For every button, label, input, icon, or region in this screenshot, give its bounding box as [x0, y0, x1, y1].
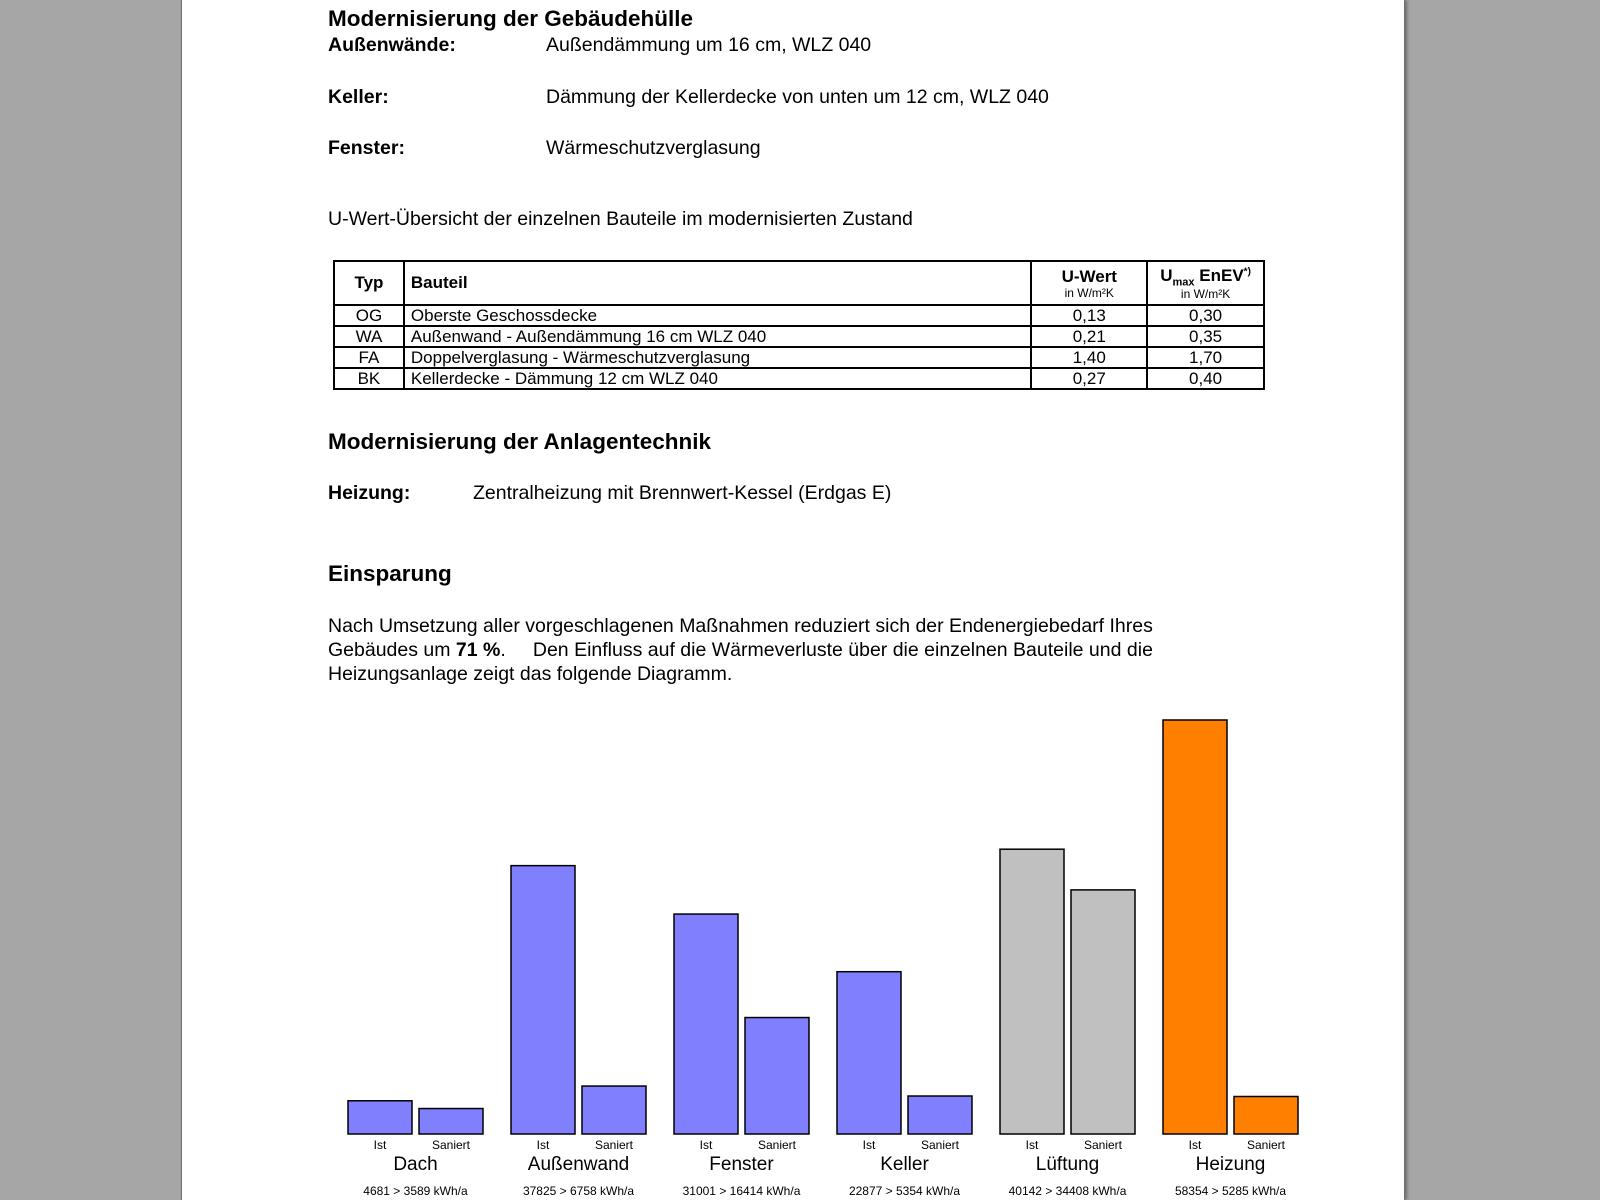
- bar-label: Ist: [1025, 1138, 1039, 1152]
- bar-ist: [511, 866, 575, 1134]
- document-page: [181, 0, 1405, 1200]
- bar-label: Saniert: [594, 1138, 634, 1152]
- cell-umax: 1,70: [1147, 347, 1264, 368]
- value-label: 37825 > 6758 kWh/a: [522, 1184, 635, 1198]
- value-label: 4681 > 3589 kWh/a: [363, 1184, 468, 1198]
- header-umax-sub: max: [1172, 276, 1195, 289]
- header-bauteil: Bauteil: [404, 261, 1032, 305]
- bar-label: Saniert: [920, 1138, 960, 1152]
- table-row: [334, 305, 1264, 326]
- header-umax-unit: in W/m²K: [1180, 287, 1231, 302]
- item-value: Außendämmung um 16 cm, WLZ 040: [546, 34, 872, 56]
- cell-typ: BK: [334, 368, 404, 389]
- category-label: Dach: [393, 1154, 438, 1175]
- value-label: 22877 > 5354 kWh/a: [848, 1184, 961, 1198]
- paragraph-text: . Den Einfluss auf die Wärmeverluste über die einzelnen Bauteile und die: [500, 639, 1153, 661]
- uwert-intro: U-Wert-Übersicht der einzelnen Bauteile im modernisierten Zustand: [328, 208, 913, 230]
- item-value: Wärmeschutzverglasung: [546, 137, 761, 159]
- section-title-einsparung: Einsparung: [328, 561, 452, 586]
- bar-ist: [837, 972, 901, 1134]
- bar-ist: [1163, 720, 1227, 1134]
- bar-label: Saniert: [431, 1138, 471, 1152]
- category-label: Heizung: [1195, 1154, 1266, 1175]
- header-umax: [1147, 261, 1264, 305]
- cell-uwert: 0,27: [1031, 368, 1147, 389]
- bar-saniert: [908, 1096, 972, 1134]
- category-label: Fenster: [709, 1154, 774, 1175]
- cell-bauteil: Oberste Geschossdecke: [404, 305, 1032, 326]
- cell-uwert: 1,40: [1031, 347, 1147, 368]
- header-typ: Typ: [334, 261, 404, 305]
- item-keller: [328, 86, 1049, 109]
- cell-uwert: 0,13: [1031, 305, 1147, 326]
- paragraph-line: Nach Umsetzung aller vorgeschlagenen Maßnahmen reduziert sich der Endenergiebedarf Ihres: [328, 615, 1153, 637]
- table-row: [334, 326, 1264, 347]
- bar-label: Ist: [1188, 1138, 1202, 1152]
- cell-typ: FA: [334, 347, 404, 368]
- item-value: Zentralheizung mit Brennwert-Kessel (Erdgas E): [473, 482, 892, 504]
- bar-label: Ist: [373, 1138, 387, 1152]
- item-aussenwaende: [328, 34, 871, 57]
- bar-label: Saniert: [757, 1138, 797, 1152]
- header-uwert: [1031, 261, 1147, 305]
- cell-bauteil: Doppelverglasung - Wärmeschutzverglasung: [404, 347, 1032, 368]
- item-label: Außenwände:: [328, 34, 456, 56]
- item-value: Dämmung der Kellerdecke von unten um 12 cm, WLZ 040: [546, 86, 1049, 108]
- header-umax-rest: EnEV: [1194, 265, 1244, 285]
- value-label: 31001 > 16414 kWh/a: [682, 1184, 801, 1198]
- paragraph-line: [328, 638, 1228, 662]
- bar-saniert: [1234, 1097, 1298, 1134]
- item-fenster: [328, 137, 761, 160]
- header-uwert-unit: in W/m²K: [1064, 286, 1114, 300]
- uwert-table-header: [334, 261, 1264, 305]
- section-title-gebaeudehuelle: Modernisierung der Gebäudehülle: [328, 6, 694, 31]
- bar-label: Ist: [536, 1138, 550, 1152]
- bar-label: Ist: [699, 1138, 713, 1152]
- cell-umax: 0,35: [1147, 326, 1264, 347]
- bar-saniert: [582, 1086, 646, 1134]
- category-label: Keller: [880, 1154, 929, 1175]
- savings-percent: 71 %: [455, 639, 501, 661]
- cell-umax: 0,30: [1147, 305, 1264, 326]
- header-umax-u: U: [1160, 265, 1173, 285]
- bar-label: Saniert: [1083, 1138, 1123, 1152]
- energy-loss-chart: [182, 680, 1404, 1200]
- category-label: Außenwand: [527, 1154, 630, 1175]
- cell-typ: WA: [334, 326, 404, 347]
- value-label: 40142 > 34408 kWh/a: [1008, 1184, 1127, 1198]
- bar-ist: [674, 914, 738, 1134]
- cell-typ: OG: [334, 305, 404, 326]
- cell-bauteil: Außenwand - Außendämmung 16 cm WLZ 040: [404, 326, 1032, 347]
- uwert-table: [333, 260, 1265, 390]
- bar-label: Saniert: [1246, 1138, 1286, 1152]
- bar-ist: [1000, 849, 1064, 1134]
- bar-saniert: [745, 1018, 809, 1134]
- einsparung-paragraph: [328, 614, 1228, 686]
- cell-bauteil: Kellerdecke - Dämmung 12 cm WLZ 040: [404, 368, 1032, 389]
- item-label: Fenster:: [328, 137, 405, 159]
- table-row: [334, 368, 1264, 389]
- cell-umax: 0,40: [1147, 368, 1264, 389]
- item-label: Keller:: [328, 86, 389, 108]
- paragraph-line: Heizungsanlage zeigt das folgende Diagramm.: [328, 663, 733, 685]
- bar-saniert: [1071, 890, 1135, 1134]
- item-heizung: [328, 482, 891, 505]
- bar-saniert: [419, 1109, 483, 1134]
- section-title-anlagentechnik: Modernisierung der Anlagentechnik: [328, 429, 711, 454]
- item-label: Heizung:: [328, 482, 411, 504]
- bar-ist: [348, 1101, 412, 1134]
- paragraph-text: Gebäudes um: [328, 639, 456, 661]
- header-umax-sup: *): [1243, 266, 1251, 278]
- header-uwert-label: U-Wert: [1061, 267, 1117, 286]
- table-row: [334, 347, 1264, 368]
- category-label: Lüftung: [1035, 1154, 1100, 1175]
- bar-label: Ist: [862, 1138, 876, 1152]
- value-label: 58354 > 5285 kWh/a: [1174, 1184, 1287, 1198]
- cell-uwert: 0,21: [1031, 326, 1147, 347]
